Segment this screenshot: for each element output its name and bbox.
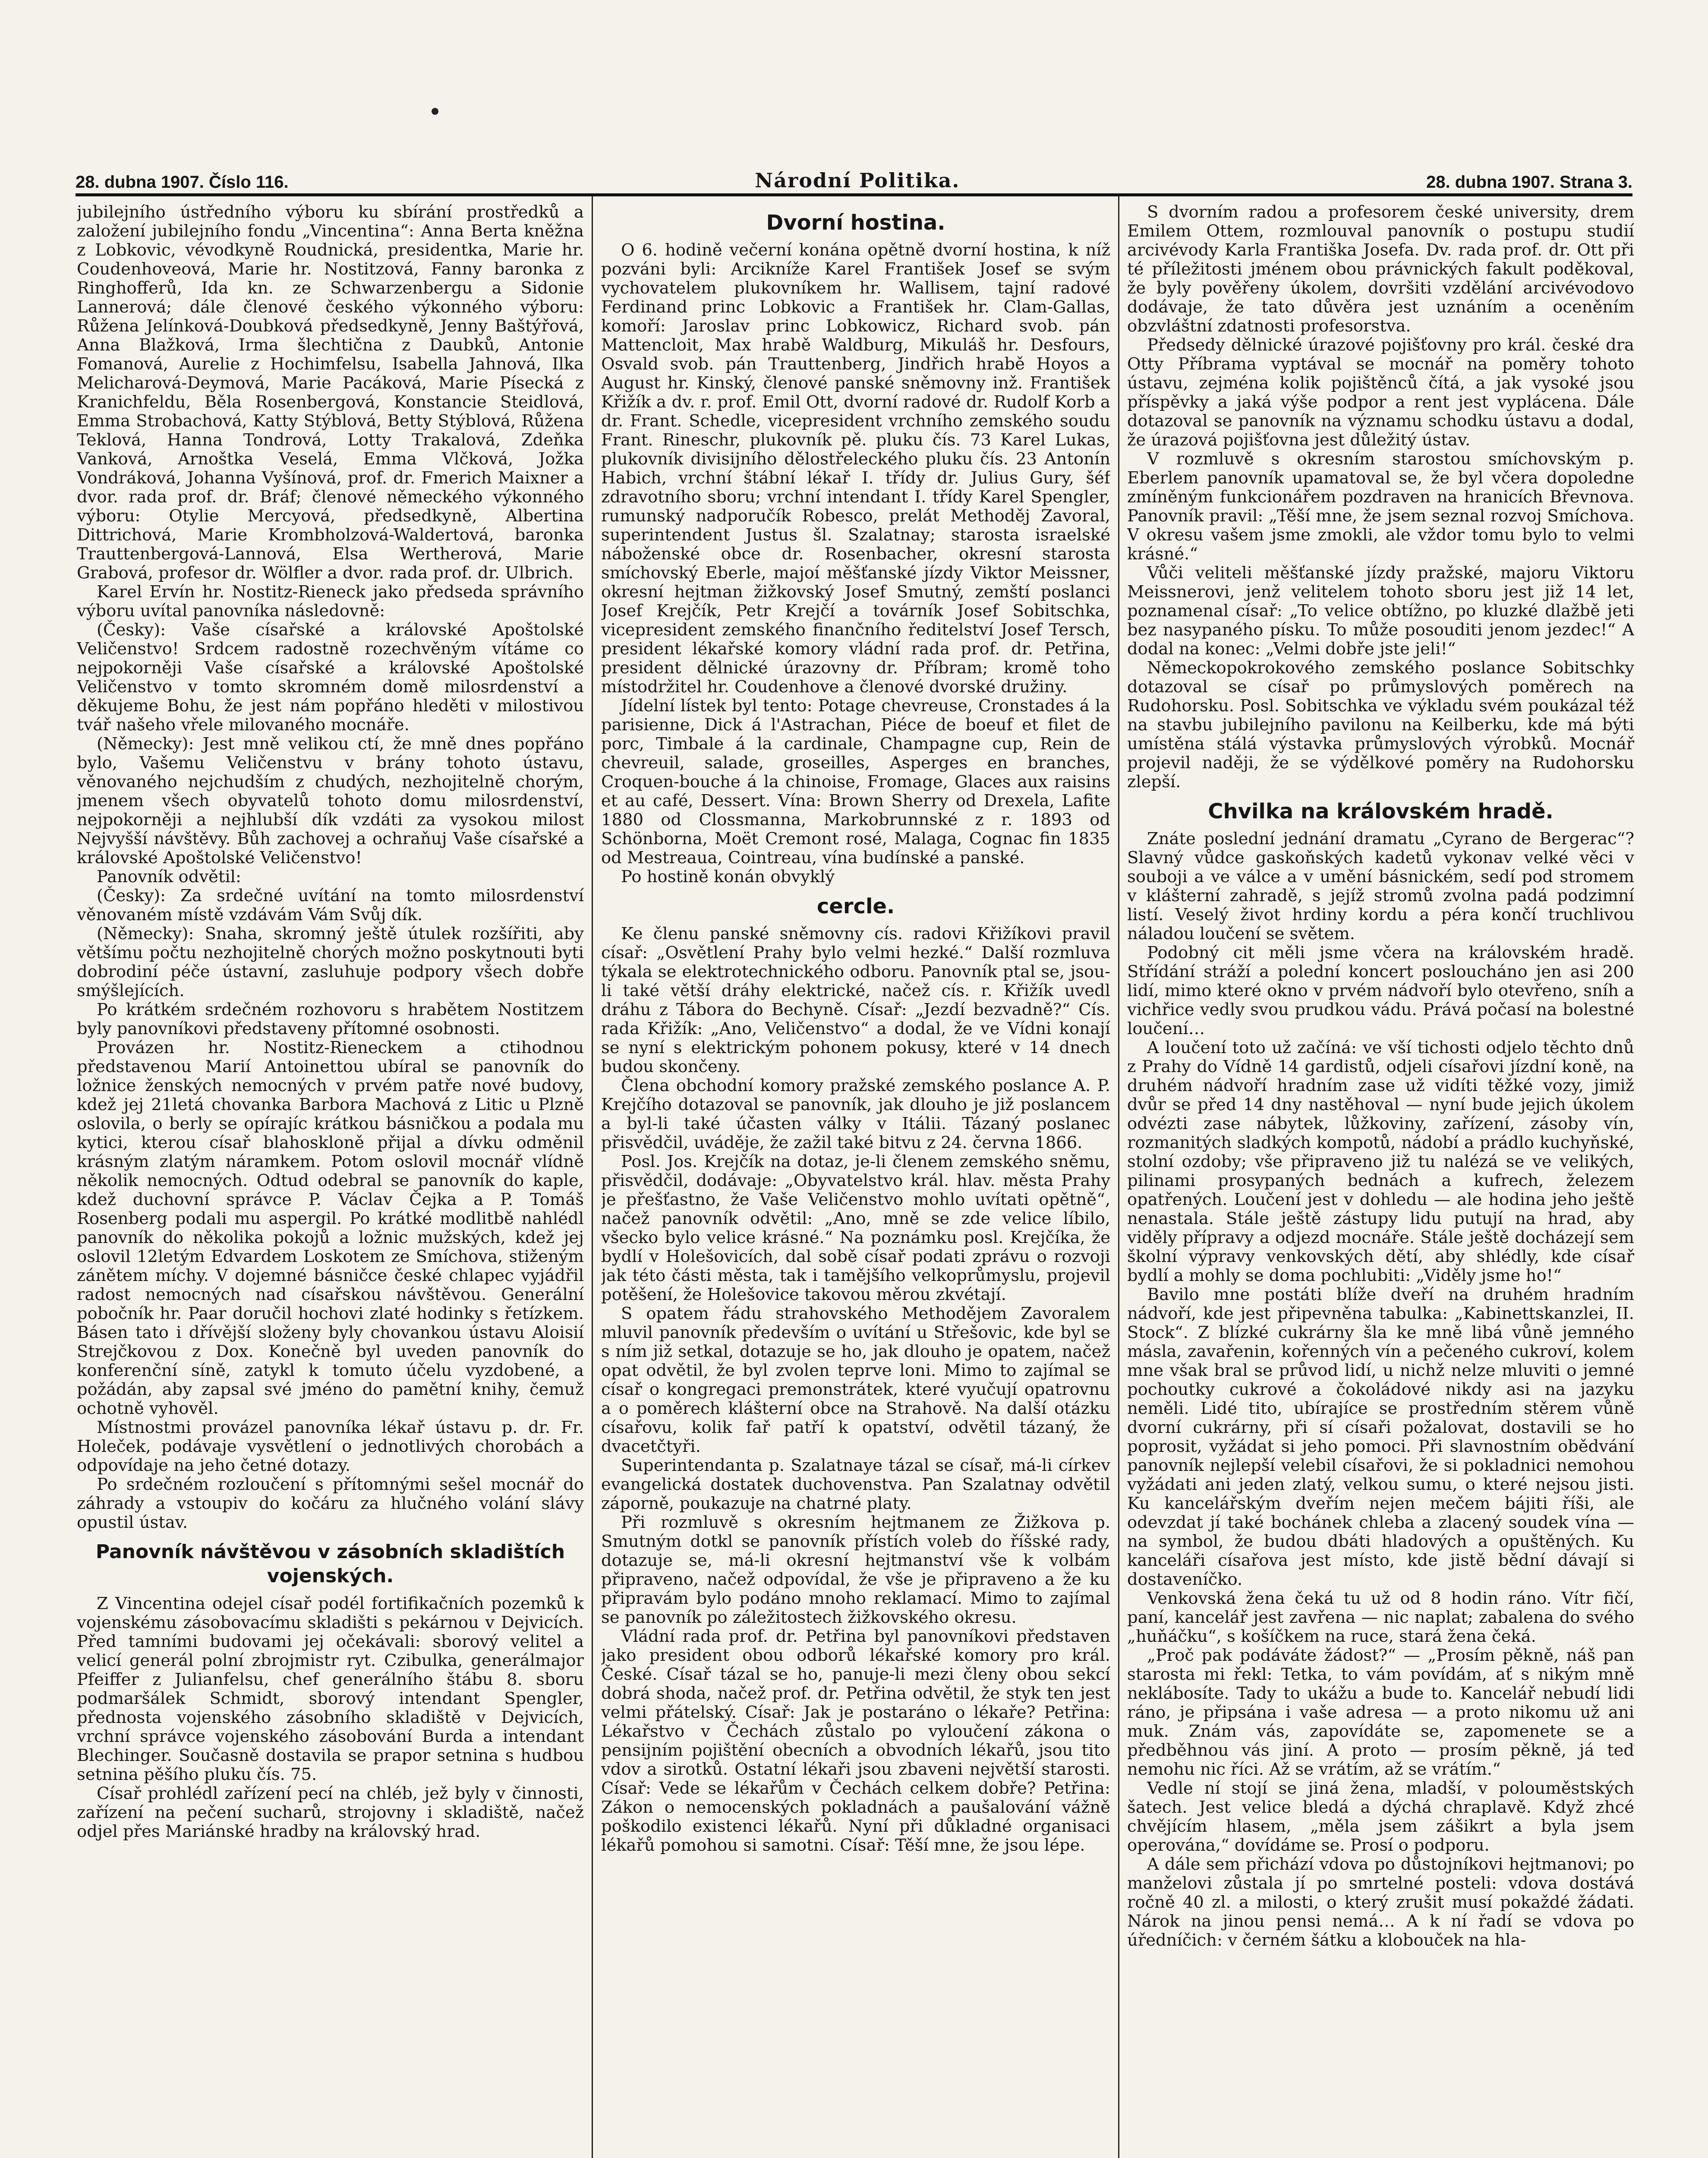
column-3 xyxy=(1127,203,1634,2158)
paragraph: S opatem řádu strahovského Methodějem Zavoralem mluvil panovník především o uvítání u Střešovic, kde byl se s ním již setkal, dotazuje se ho, jak dlouho je opatem, načež opat odvětil, že byl zvolen teprve loni. Mimo to zajímal se císař o kongregaci premonstrátek, které vyučují opatrovnu a o poměrech klášterní obce na Strahově. Na další otázku císařovu, kolik fař patří k opatství, odvětil tázaný, že dvacetčtyři. xyxy=(601,1304,1110,1456)
paragraph: Karel Ervín hr. Nostitz-Rieneck jako předseda správního výboru uvítal panovníka následovně: xyxy=(77,582,584,621)
column-2 xyxy=(601,203,1110,2158)
paragraph: A dále sem přichází vdova po důstojníkovi hejtmanovi; po manželovi zůstala jí po smrtelné posteli: vdova dostává ročně 40 zl. a milosti, o který zrušit musí pokaždé žádati. Nárok na jinou pensi nemá… A k ní řadí se vdova po úředníčich: v černém šátku a klobouček na hla- xyxy=(1127,1855,1634,1950)
paragraph: Po hostině konán obvyklý xyxy=(621,867,835,887)
paragraph: Jídelní lístek byl tento: Potage chevreuse, Cronstades á la parisienne, Dick á l'Astrachan, Piéce de boeuf et filet de porc, Timbale á la cardinale, Champagne cup, Rein de chevreuil, salade, groseilles, Asperges en branches, Croquen-bouche á la chinoise, Fromage, Glaces aux raisins et au café, Dessert. Vína: Brown Sherry od Drexela, Lafite 1880 od Clossmanna, Markobrunnské z r. 1893 od Schönborna, Moët Cremont rosé, Malaga, Cognac fin 1835 od Mestreaua, Cointreau, vína budínské a panské. xyxy=(601,696,1110,868)
paragraph: Místnostmi provázel panovníka lékař ústavu p. dr. Fr. Holeček, podávaje vysvětlení o jednotlivých chorobách a odpovídaje na jeho četné dotazy. xyxy=(77,1418,584,1475)
header-rule xyxy=(76,193,1632,196)
section-heading: cercle. xyxy=(816,894,895,918)
section-heading: Chvilka na královském hradě. xyxy=(1208,799,1554,823)
paragraph: Vůči veliteli měšťanské jízdy pražské, majoru Viktoru Meissnerovi, jenž velitelem tohoto sboru jest již 14 let, poznamenal císař: „To velice obtížno, po kluzké dlažbě jeti bez nasypaného písku. To může posouditi jenom jezdec!“ A dodal na konec: „Velmi dobře jste jeli!“ xyxy=(1127,563,1634,659)
section-heading: Panovník návštěvou v zásobních skladištích vojenských. xyxy=(95,1541,565,1587)
paragraph: Posl. Jos. Krejčík na dotaz, je-li členem zemského sněmu, přisvědčil, dodávaje: „Obyvatelstvo král. hlav. města Prahy je přešťastno, že Vaše Veličenstvo mohlo uvítati opětně“, načež panovník odvětil: „Ano, mně se zde velice líbilo, všecko bylo velice krásné.“ Na poznámku posl. Krejčíka, že bydlí v Holešovicích, dal sobě císař podati zprávu o rozvoji jak této části města, tak i tamějšího velkoprůmyslu, projevil potěšení, že Holešovice takovou měrou zkvétají. xyxy=(601,1152,1110,1304)
paragraph: (Česky): Vaše císařské a královské Apoštolské Veličenstvo! Srdcem radostně rozechvěným vítáme co nejpokorněji Vaše císařské a královské Apoštolské Veličenstvo v tomto skromném domě milosrdenství a děkujeme Bohu, že jest nám popřáno hleděti v milostivou tvář našeho vřele milovaného mocnáře. xyxy=(77,620,584,735)
paragraph: jubilejního ústředního výboru ku sbírání prostředků a založení jubilejního fondu „Vincentina“: Anna Berta kněžna z Lobkovic, vévodkyně Roudnická, presidentka, Marie hr. Coudenhoveová, Marie hr. Nostitzová, Fanny baronka z Ringhofferů, Ida kn. ze Schwarzenbergu a Sidonie Lannerová; dále členové českého výkonného výboru: Růžena Jelínková-Doubková předsedkyně, Jenny Baštýřová, Anna Blažková, Irma šlechtična z Daubků, Antonie Fomanová, Aurelie z Hochimfelsu, Isabella Jahnová, Ilka Melicharová-Deymová, Marie Pacáková, Marie Písecká z Kranichfeldu, Běla Rosenbergová, Konstancie Steidlová, Emma Strobachová, Katty Stýblová, Betty Stýblová, Růžena Teklová, Hanna Tondrová, Lotty Trakalová, Zdeňka Vanková, Arnoštka Veselá, Emma Vlčková, Jožka Vondráková, Johanna Vyšínová, prof. dr. Fmerich Maixner a dvor. rada prof. dr. Bráf; členové německého výkonného výboru: Otylie Mercyová, předsedkyně, Albertina Dittrichová, Marie Krombholzová-Waldertová, baronka Trauttenbergová-Lannová, Elsa Wertherová, Marie Grabová, profesor dr. Wölfler a dvor. rada prof. dr. Ulbrich. xyxy=(77,203,584,583)
paragraph: Člena obchodní komory pražské zemského poslance A. P. Krejčího dotazoval se panovník, jak dlouho je již poslancem a byl-li také účasten války v Itálii. Tázaný poslanec přisvědčil, uváděje, že zažil také bitvu z 24. června 1866. xyxy=(601,1076,1110,1152)
header-date-page: 28. dubna 1907. Strana 3. xyxy=(1426,173,1632,192)
paragraph: Císař prohlédl zařízení pecí na chléb, jež byly v činnosti, zařízení na pečení sucharů, strojovny i skladiště, načež odjel přes Mariánské hradby na královský hrad. xyxy=(77,1784,584,1841)
page-header xyxy=(76,149,1632,192)
paragraph: A loučení toto už začíná: ve vší tichosti odjelo těchto dnů z Prahy do Vídně 14 gardistů, odjeli císařovi jízdní koně, na druhém nádvoří hradním zase už vidíti těžké vozy, jimiž dvůr se před 14 dny nastěhoval — nyní bude jejich úkolem odvézti zase nábytek, lůžkoviny, zařízení, zásoby vín, rozmanitých sladkých kompotů, nádobí a prádlo kuchyňské, stolní ozdoby; vše připraveno již tu nalézá se ve velikých, pilinami prosypaných bednách a kufrech, železem opatřených. Loučení jest v dohledu — ale hodina jeho ještě nenastala. Stále ještě zástupy lidu putují na hrad, aby viděly přípravy a odjezd mocnáře. Stále ještě docházejí sem školní výpravy venkovských dětí, aby shlédly, kde císař bydlí a mohly se doma pochlubiti: „Viděly jsme ho!“ xyxy=(1127,1038,1634,1285)
paragraph: Bavilo mne postáti blíže dveří na druhém hradním nádvoří, kde jest připevněna tabulka: „Kabinettskanzlei, II. Stock“. Z blízké cukrárny šla ke mně libá vůně jemného másla, zavařenin, kořenných vín a pečeného cukroví, kolem mne však bral se průvod lidí, u nichž nelze mluviti o jemné pochoutky cukrové a čokoládové nikdy asi na jazyku neměli. Lidé tito, ubírajíce se prostředním stěrem vůně dvorní cukrárny, při sí císaři požalovat, dostavili se ho poprosit, vyžádat si jeho pomoci. Při slavnostním obědvání panovník nejlepší velebil císařovi, že si pokladnici nemohou vyžádati ani jeden zlatý, velkou sumu, o které nejsou jisti. Ku kancelářským dveřím nejen mečem bájiti říši, ale odevzdat jí také bochánek chleba a zlacený soudek vína — na symbol, že budou dbáti hladových a opuštěných. Ku kanceláři císařova jest místo, kde jistě bědní dávají si dostaveníčko. xyxy=(1127,1285,1634,1589)
paragraph: Z Vincentina odejel císař podél fortifikačních pozemků k vojenskému zásobovacímu skladišti s pekárnou v Dejvicích. Před tamními budovami jej očekávali: sborový velitel a velicí generál polní zbrojmistr ryt. Czibulka, generálmajor Pfeiffer z Julianfelsu, chef generálního štábu 8. sboru podmaršálek Schmidt, sborový intendant Spengler, přednosta vojenského zásobního skladiště v Dejvicích, vrchní správce vojenského zásobování Burda a intendant Blechinger. Současně dostavila se prapor setnina s hudbou setnina pěšího pluku čís. 75. xyxy=(77,1594,584,1784)
paragraph: Panovník odvětil: xyxy=(97,867,241,887)
paragraph: Po srdečném rozloučení s přítomnými sešel mocnář do záhrady a vstoupiv do kočáru za hlučného volání slávy opustil ústav. xyxy=(77,1475,584,1532)
paragraph: Při rozmluvě s okresním hejtmanem ze Žižkova p. Smutným dotkl se panovník přístích voleb do říšské rady, dotazuje se, má-li okresní hejtmanství vše k volbám připraveno, načež odpovídal, že vše je připraveno a že ku připravám bylo podáno mnoho reklamací. Mimo to zajímal se panovník po záležitostech žižkovského okresu. xyxy=(601,1513,1110,1627)
paragraph: „Proč pak podáváte žádost?“ — „Prosím pěkně, náš pan starosta mi řekl: Tetka, to vám povídám, ať s nikým mně neklábosíte. Tady to ukážu a bude to. Kancelář nebudí lidi ráno, je připsána i vaše adresa — a proto nikomu už ani muk. Znám vás, zapovídáte se, zapomenete se a předběhnou vás jiní. A proto — prosím pěkně, já teď nemohu nic říci. Až se vrátím, až se vrátím.“ xyxy=(1127,1646,1634,1779)
paragraph: Ke členu panské sněmovny cís. radovi Křižíkovi pravil císař: „Osvětlení Prahy bylo velmi hezké.“ Další rozmluva týkala se elektrotechnického odboru. Panovník ptal se, jsou-li také větší dráhy elektrické, načež cís. r. Křižík uvedl dráhu z Tábora do Bechyně. Císař: „Jezdí bezvadně?“ Cís. rada Křižík: „Ano, Veličenstvo“ a dodal, že ve Vídni konají se nyní s elektrickým pohonem pokusy, které v 14 dnech budou skončeny. xyxy=(601,924,1110,1076)
paragraph: Vedle ní stojí se jiná žena, mladší, v polouměstských šatech. Jest velice bledá a dýchá chraplavě. Když zhcé chvějícím hlasem, „měla jsem zášikrt a byla jsem operována,“ dovídáme se. Prosí o podporu. xyxy=(1127,1779,1634,1855)
paragraph: Podobný cit měli jsme včera na královském hradě. Střídání stráží a polední koncert posloucháno jen asi 200 lidí, mimo které okno v prvém nádvoří bylo otevřeno, sníh a vichřice vedly svou prudkou vádu. Prává počasí na bolestné loučení… xyxy=(1127,943,1634,1038)
paragraph: Provázen hr. Nostitz-Rieneckem a ctihodnou představenou Marií Antoinettou ubíral se panovník do ložnice ženských nemocných v prvém patře nové budovy, kdež jej 21letá chovanka Barbora Machová z Litic u Plzně oslovila, o berly se opírajíc krátkou básničkou a podala mu kytici, kterou císař blahoskloně přijal a dívku odměnil krásným zlatým náramkem. Potom oslovil mocnář vlídně několik nemocných. Odtud odebral se panovník do kaple, kdež duchovní správce P. Václav Čejka a P. Tomáš Rosenberg podali mu aspergil. Po krátké modlitbě nahlédl panovník do několika pokojů a ložnic mužských, kdež jej oslovil 12letým Edvardem Loskotem ze Smíchova, stiženým zánětem míchy. V dojemné básničce české chlapec vyjádřil radost nemocných nad císařskou návštěvou. Generální pobočník hr. Paar doručil hochovi zlaté hodinky s řetízkem. Básen tato i dřívější složeny byly chovankou ústavu Aloisií Strejčkovou z Dox. Konečně byl uveden panovník do konferenční síně, zatykl k tomuto účelu vyzdobené, a požádán, aby zapsal své jméno do pamětní knihy, čemuž ochotně vyhověl. xyxy=(77,1038,584,1418)
paragraph: (Německy): Jest mně velikou ctí, že mně dnes popřáno bylo, Vašemu Veličenstvu v brány tohoto ústavu, věnovaného nejchudším z chudých, nezhojitelně chorým, jmenem všech obyvatelů tohoto domu milosrdenství, nejpokorněji a nejhlubší dík vzdáti za vysokou milost Nejvyšší návštěvy. Bůh zachovej a ochraňuj Vaše císařské a královské Apoštolské Veličenstvo! xyxy=(77,734,584,868)
paragraph: Znáte poslední jednání dramatu „Cyrano de Bergerac“? Slavný vůdce gaskoňských kadetů vykonav velké věci v souboji a ve válce a v umění básnickém, sedí pod stromem v klášterní zahradě, s jejíž stromů zvolna padá podzimní listí. Veselý život hrdiny kordu a péra končí truchlivou náladou loučení se světem. xyxy=(1127,829,1634,943)
column-1 xyxy=(77,203,584,2158)
paragraph: Předsedy dělnické úrazové pojišťovny pro král. české dra Otty Příbrama vyptával se mocnář na poměry tohoto ústavu, zejména kolik pojištěnců čítá, a jak vysoké jsou příspěvky a jaká výše podpor a rent jest vyplácena. Dále dotazoval se panovník na významu schodku ústavu a dodal, že úrazová pojišťovna jest důležitý ústav. xyxy=(1127,335,1634,450)
column-rule xyxy=(592,196,593,2158)
ink-speck xyxy=(432,108,438,115)
header-date-issue: 28. dubna 1907. Číslo 116. xyxy=(76,173,289,192)
paragraph: Německopokrokového zemského poslance Sobitschky dotazoval se císař po průmyslových poměrech na Rudohorsku. Posl. Sobitschka ve výkladu svém poukázal též na stavbu jubilejního pavilonu na Keilberku, kde má býti umístěna stálá výstavka průmyslových výrobků. Mocnář projevil naději, že se výdělkové poměry na Rudohorsku zlepší. xyxy=(1127,658,1634,792)
paragraph: Po krátkém srdečném rozhovoru s hrabětem Nostitzem byly panovníkovi představeny přítomné osobnosti. xyxy=(77,1000,584,1038)
paragraph: Venkovská žena čeká tu už od 8 hodin ráno. Vítr fičí, paní, kancelář jest zavřena — nic naplat; zabalena do svého „huňáčku“, s košíčkem na ruce, stará žena čeká. xyxy=(1127,1589,1634,1646)
paragraph: S dvorním radou a profesorem české university, drem Emilem Ottem, rozmlouval panovník o postupu studií arcivévody Karla Františka Josefa. Dv. rada prof. dr. Ott při té příležitosti jménem obou právnických fakult poděkoval, že byly pověřeny úkolem, dovršiti vzdělání arcivévodovo dodávaje, že tato důvěra jest uznáním a oceněním obzvláštní zdatnosti profesorstva. xyxy=(1127,203,1634,336)
paragraph: Superintendanta p. Szalatnaye tázal se císař, má-li církev evangelická dostatek duchovenstva. Pan Szalatnay odvětil záporně, poukazuje na chatrné platy. xyxy=(601,1456,1110,1513)
column-rule xyxy=(1118,196,1119,2158)
section-heading: Dvorní hostina. xyxy=(766,211,945,235)
paragraph: O 6. hodině večerní konána opětně dvorní hostina, k níž pozváni byli: Arcikníže Karel František Josef se svým vychovatelem plukovníkem hr. Wallisem, tajní radové Ferdinand princ Lobkovic a František hr. Clam-Gallas, komoří: Jaroslav princ Lobkowicz, Richard svob. pán Mattencloit, Max hrabě Waldburg, Mikuláš hr. Desfours, Osvald svob. pán Trauttenberg, Jindřich hrabě Hoyos a August hr. Kinský, členové panské sněmovny inž. František Křižík a dv. r. prof. Emil Ott, dvorní radové dr. Rudolf Korb a dr. Frant. Schedle, vicepresident vrchního zemského soudu Frant. Rineschr, plukovník pě. pluku čís. 73 Karel Lukas, plukovník divisijního dělostřeleckého pluku čís. 23 Antonín Habich, vrchní štábní lékař I. třídy dr. Julius Gury, šéf zdravotního sboru; vrchní intendant I. třídy Karel Spengler, rumunský nadporučík Robesco, prelát Methoděj Zavoral, superintendent Justus šl. Szalatnay; starosta israelské náboženské obce dr. Rosenbacher, okresní starosta smíchovský Eberle, majoí měšťanské jízdy Viktor Meissner, okresní hejtman žižkovský Josef Smutný, zemští poslanci Josef Krejčík, Petr Krejčí a továrník Josef Sobitschka, vicepresident zemského finančního ředitelství Josef Tersch, president lékařské komory vládní rada prof. dr. Petřina, president dělnické úrazovny dr. Příbram; kromě toho místodržitel hr. Coudenhove a členové dvorské družiny. xyxy=(601,240,1110,697)
paragraph: V rozmluvě s okresním starostou smíchovským p. Eberlem panovník upamatoval se, že byl včera dopoledne zmíněným funkcionářem pozdraven na hranicích Břevnova. Panovník pravil: „Těší mne, že jsem seznal rozvoj Smíchova. V okresu vašem jsme zmokli, ale vždor tomu bylo to velmi krásné.“ xyxy=(1127,449,1634,564)
paragraph: (Česky): Za srdečné uvítání na tomto milosrdenství věnovaném místě vzdávám Vám Svůj dík. xyxy=(77,886,584,924)
masthead-title: Národní Politika. xyxy=(755,169,960,192)
paragraph: Vládní rada prof. dr. Petřina byl panovníkovi představen jako president obou odborů lékařské komory pro král. České. Císař tázal se ho, panuje-li mezi členy obou sekcí dobrá shoda, načež prof. dr. Petřina odvětil, že styk ten jest velmi přátelský. Císař: Jak je postaráno o lékaře? Petřina: Lékařstvo v Čechách zůstalo po vyloučení zákona o pensijním pojištění obecních a obvodních lékařů, jsou tito vdov a sirotků. Ostatní lékaři jsou zbaveni největší starosti. Císař: Vede se lékařům v Čechách celkem dobře? Petřina: Zákon o nemocenských pokladnách a paušalování vážně poškodilo existenci lékařů. Nyní při důkladné organisaci lékařů pomohou si samotni. Císař: Těší mne, že jsou lépe. xyxy=(601,1627,1110,1855)
paragraph: (Německy): Snaha, skromný ještě útulek rozšířiti, aby většímu počtu nezhojitelně chorých možno poskytnouti byti dobrodiní péče ústavní, zasluhuje podpory všech dobře smýšlejících. xyxy=(77,924,584,1000)
